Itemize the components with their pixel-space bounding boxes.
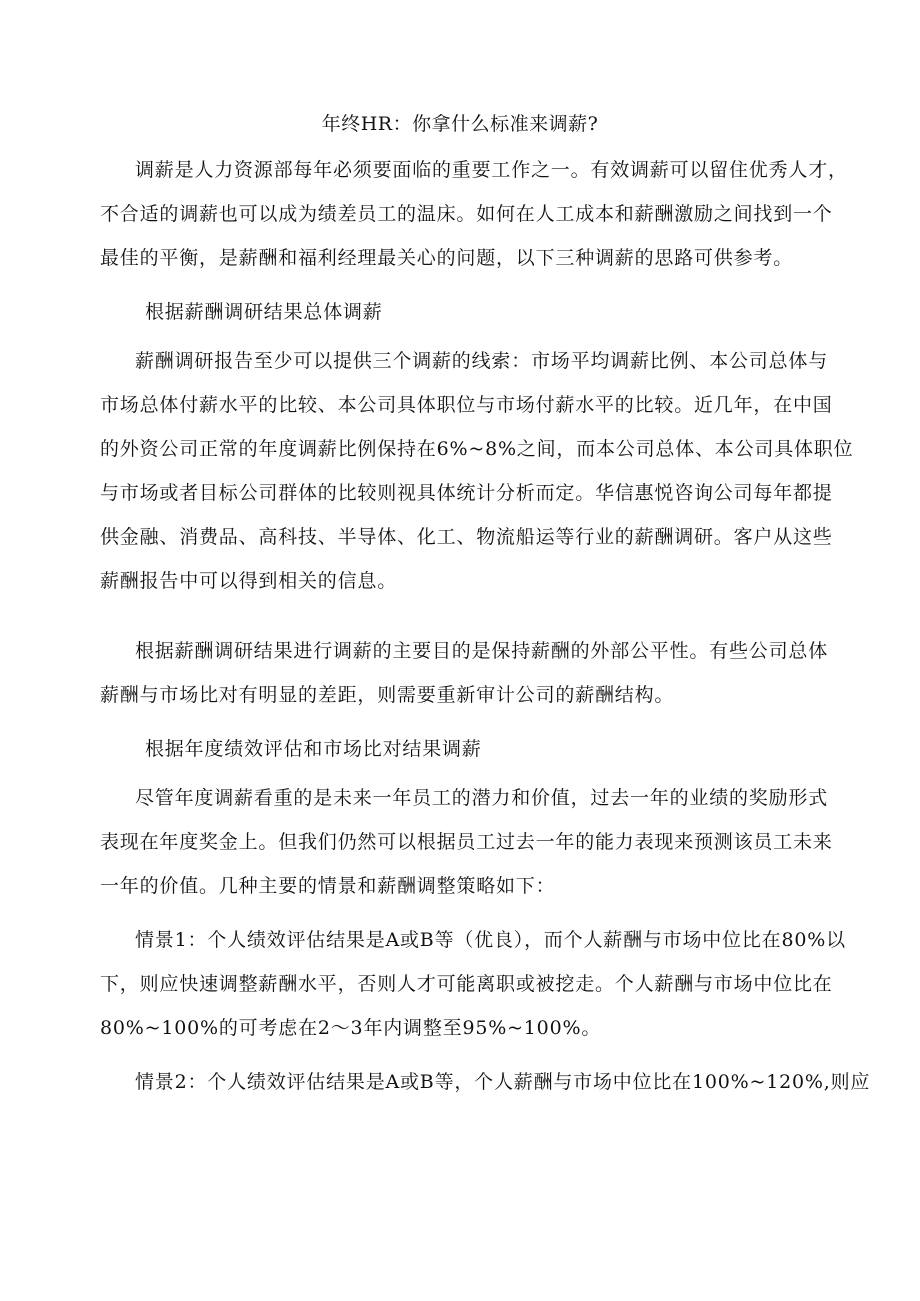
paragraph-line: 调薪是人力资源部每年必须要面临的重要工作之一。有效调薪可以留住优秀人才， xyxy=(135,159,848,181)
section-heading: 根据年度绩效评估和市场比对结果调薪 xyxy=(145,738,482,760)
paragraph-line: 表现在年度奖金上。但我们仍然可以根据员工过去一年的能力表现来预测该员工未来 xyxy=(100,831,833,853)
paragraph-line: 薪酬与市场比对有明显的差距，则需要重新审计公司的薪酬结构。 xyxy=(100,684,675,706)
paragraph-line: 供金融、消费品、高科技、半导体、化工、物流船运等行业的薪酬调研。客户从这些 xyxy=(100,526,833,548)
paragraph-line: 薪酬报告中可以得到相关的信息。 xyxy=(100,570,398,592)
paragraph-line: 不合适的调薪也可以成为绩差员工的温床。如何在人工成本和薪酬激励之间找到一个 xyxy=(100,203,833,225)
paragraph-line: 情景2：个人绩效评估结果是A或B等，个人薪酬与市场中位比在100%~120%,则应 xyxy=(135,1071,871,1093)
paragraph-line: 尽管年度调薪看重的是未来一年员工的潜力和价值，过去一年的业绩的奖励形式 xyxy=(135,787,829,809)
section-heading: 根据薪酬调研结果总体调薪 xyxy=(145,301,383,323)
paragraph-line: 与市场或者目标公司群体的比较则视具体统计分析而定。华信惠悦咨询公司每年都提 xyxy=(100,482,833,504)
paragraph-line: 根据薪酬调研结果进行调薪的主要目的是保持薪酬的外部公平性。有些公司总体 xyxy=(135,640,829,662)
paragraph-line: 的外资公司正常的年度调薪比例保持在6%~8%之间，而本公司总体、本公司具体职位 xyxy=(100,438,854,460)
paragraph-line: 薪酬调研报告至少可以提供三个调薪的线索：市场平均调薪比例、本公司总体与 xyxy=(135,350,829,372)
paragraph-line: 情景1：个人绩效评估结果是A或B等（优良），而个人薪酬与市场中位比在80%以 xyxy=(135,929,846,951)
paragraph-line: 下，则应快速调整薪酬水平，否则人才可能离职或被挖走。个人薪酬与市场中位比在 xyxy=(100,973,833,995)
paragraph-line: 市场总体付薪水平的比较、本公司具体职位与市场付薪水平的比较。近几年，在中国 xyxy=(100,394,833,416)
paragraph-line: 一年的价值。几种主要的情景和薪酬调整策略如下： xyxy=(100,875,556,897)
paragraph-line: 80%~100%的可考虑在2～3年内调整至95%~100%。 xyxy=(100,1017,602,1039)
document-title: 年终HR：你拿什么标准来调薪? xyxy=(321,113,599,135)
paragraph-line: 最佳的平衡，是薪酬和福利经理最关心的问题，以下三种调薪的思路可供参考。 xyxy=(100,247,794,269)
